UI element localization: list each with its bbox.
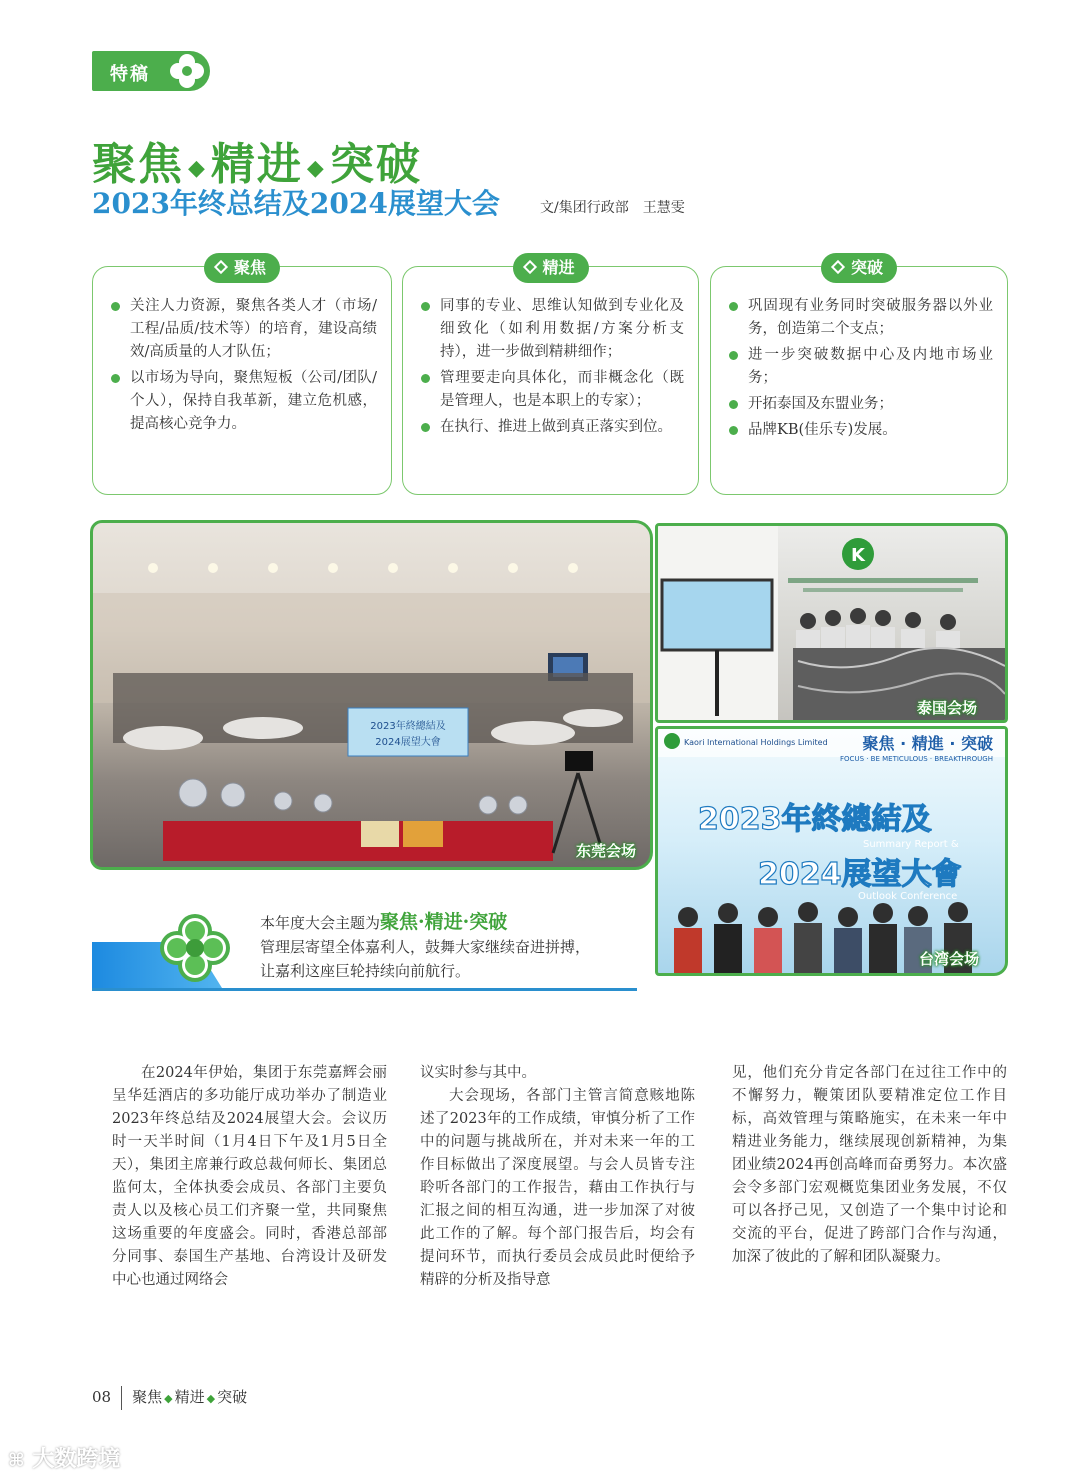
- page-number: 08: [92, 1388, 112, 1406]
- body-paragraph: 议实时参与其中。: [420, 1065, 536, 1081]
- footer-dot: ◆: [164, 1392, 173, 1405]
- body-column-1: [112, 1062, 387, 1292]
- watermark: [8, 1442, 120, 1473]
- tw-slogan-en: FOCUS · BE METICULOUS · BREAKTHROUGH: [840, 755, 993, 763]
- quote-theme: 聚焦·精进·突破: [380, 911, 508, 933]
- section-tag-label: 特稿: [110, 64, 150, 85]
- title-dot: ◆: [306, 154, 326, 181]
- title-word-2: 精进: [210, 139, 303, 190]
- list-item: 关注人力资源，聚焦各类人才（市场/工程/品质/技术等）的培育，建设高绩效/高质量的人才队伍；: [111, 295, 377, 364]
- clover-icon: [158, 912, 232, 984]
- stage-banner-line2: 2024展望大會: [375, 737, 441, 748]
- tw-slogan: 聚焦 · 精進 · 突破: [862, 734, 993, 753]
- footer-word-2: 精进: [174, 1388, 205, 1406]
- tw-company: Kaori International Holdings Limited: [684, 738, 828, 747]
- quote-line-2: 管理层寄望全体嘉利人，鼓舞大家继续奋进拼搏，: [260, 938, 591, 956]
- body-paragraph: 在2024年伊始，集团于东莞嘉辉会丽呈华廷酒店的多功能厅成功举办了制造业2023年终总结及2024展望大会。会议历时一天半时间（1月4日下午及1月5日全天），集团主席兼行政总裁何师长、集团总监何太，全体执委会成员、各部门主要负责人以及核心员工们齐聚一堂，共同聚焦这场重要的年度盛会。同时，香港总部部分同事、泰国生产基地、台湾设计及研发中心也通过网络会: [112, 1065, 387, 1288]
- clover-icon: [168, 53, 206, 89]
- diamond-icon: [522, 260, 536, 274]
- caption-thailand: 泰国会场: [916, 699, 977, 717]
- diamond-icon: [831, 260, 845, 274]
- photo-taiwan-venue: [655, 726, 1008, 976]
- list-item: 进一步突破数据中心及内地市场业务；: [729, 344, 993, 390]
- caption-taiwan: 台湾会场: [918, 950, 979, 968]
- article-subtitle: 2023年终总结及2024展望大会: [92, 187, 500, 220]
- box-focus-list: [111, 295, 377, 439]
- diamond-icon: [214, 260, 228, 274]
- footer-word-3: 突破: [217, 1388, 248, 1406]
- list-item: 品牌KB(佳乐专)发展。: [729, 419, 993, 442]
- title-dot: ◆: [188, 154, 207, 181]
- box-refine: [402, 258, 699, 495]
- body-column-2: [420, 1062, 695, 1292]
- box-refine-list: [421, 295, 684, 442]
- list-item: 以市场为导向，聚焦短板（公司/团队/个人），保持自我革新，建立危机感，提高核心竞争力。: [111, 367, 377, 436]
- tw-line2: 2024展望大會: [758, 857, 962, 892]
- footer-dot: ◆: [206, 1392, 216, 1405]
- photo-dongguan-venue: [90, 520, 653, 870]
- byline: 文/集团行政部 王慧雯: [540, 200, 685, 216]
- body-paragraph: 见，他们充分肯定各部门在过往工作中的不懈努力，鞭策团队要精准定位工作目标，高效管理与策略施实，在未来一年中精进业务能力，继续展现创新精神，为集团业绩2024再创高峰而奋勇努力。本次盛会令多部门宏观概览集团业务发展，不仅可以各抒己见，又创造了一个集中讨论和交流的平台，促进了跨部门合作与沟通，加深了彼此的了解和团队凝聚力。: [732, 1065, 1007, 1265]
- title-word-3: 突破: [329, 139, 422, 190]
- list-item: 管理要走向具体化，而非概念化（既是管理人，也是本职上的专家）；: [421, 367, 684, 413]
- box-breakthrough: [710, 258, 1008, 495]
- title-word-1: 聚焦: [92, 139, 184, 190]
- box-breakthrough-heading: 突破: [821, 253, 897, 283]
- tw-line2-en: Outlook Conference: [858, 891, 958, 902]
- section-tag: [92, 51, 210, 91]
- quote-line-3: 让嘉利这座巨轮持续向前航行。: [260, 962, 471, 980]
- box-refine-heading: 精进: [512, 253, 588, 283]
- footer-word-1: 聚焦: [132, 1388, 163, 1406]
- box-focus: [92, 258, 392, 495]
- page-footer: [92, 1386, 247, 1410]
- list-item: 同事的专业、思维认知做到专业化及细致化（如利用数据/方案分析支持），进一步做到精耕细作；: [421, 295, 684, 364]
- box-breakthrough-list: [729, 295, 993, 445]
- list-item: 在执行、推进上做到真正落实到位。: [421, 416, 684, 439]
- quote-text: [260, 910, 640, 983]
- box-focus-heading: 聚焦: [204, 253, 280, 283]
- quote-line: [92, 988, 637, 991]
- caption-dongguan: 东莞会场: [575, 842, 636, 860]
- thai-logo-text: K: [851, 545, 865, 566]
- body-paragraph: 大会现场，各部门主管言简意赅地陈述了2023年的工作成绩，审慎分析了工作中的问题与挑战所在，并对未来一年的工作目标做出了深度展望。与会人员皆专注聆听各部门的工作报告，藉由工作执行与汇报之间的相互沟通，进一步加深了对彼此工作的了解。每个部门报告后，均会有提问环节，而执行委员会成员此时便给予精辟的分析及指导意: [420, 1088, 695, 1288]
- watermark-text: 大数跨境: [32, 1447, 121, 1472]
- venue-illustration: [93, 523, 650, 867]
- quote-prefix: 本年度大会主题为: [260, 914, 381, 932]
- list-item: 巩固现有业务同时突破服务器以外业务，创造第二个支点；: [729, 295, 993, 341]
- footer-divider: [121, 1386, 122, 1410]
- thailand-illustration: [658, 526, 1005, 720]
- taiwan-illustration: [658, 729, 1005, 973]
- stage-banner-line1: 2023年終總結及: [370, 721, 446, 732]
- tw-line1: 2023年終總結及: [698, 802, 932, 837]
- tw-line1-en: Summary Report &: [863, 839, 959, 850]
- body-column-3: [732, 1062, 1007, 1269]
- photo-thailand-venue: [655, 523, 1008, 723]
- list-item: 开拓泰国及东盟业务；: [729, 393, 993, 416]
- watermark-logo-icon: ⌘: [8, 1450, 25, 1471]
